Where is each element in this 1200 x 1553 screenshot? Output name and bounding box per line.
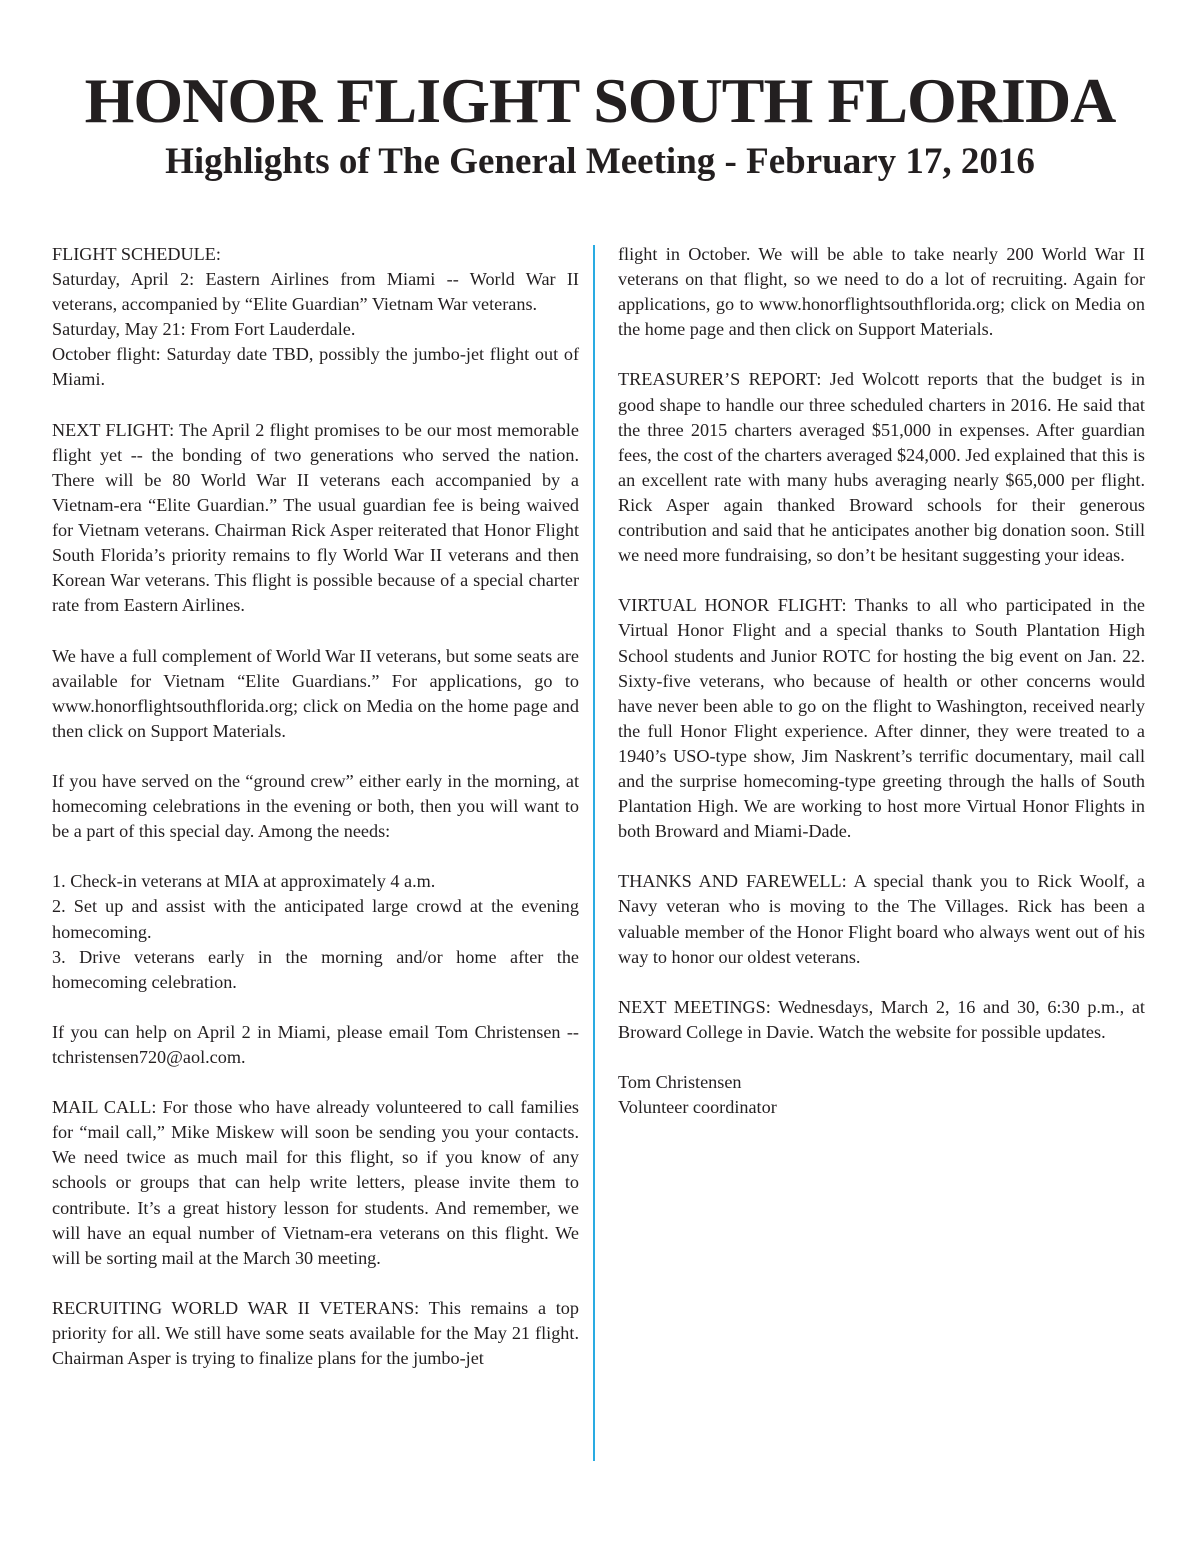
right-column <box>618 242 1145 1145</box>
recruiting-paragraph: RECRUITING WORLD WAR II VETERANS: This remains a top priority for all. We still have some seats available for the May 21 flight. Chairman Asper is trying to finalize plans for the jumbo-jet <box>52 1297 579 1369</box>
page-subtitle: Highlights of The General Meeting - February 17, 2016 <box>165 141 1035 182</box>
next-meetings-paragraph: NEXT MEETINGS: Wednesdays, March 2, 16 and 30, 6:30 p.m., at Broward College in Davie. Watch the website for possible updates. <box>618 996 1145 1042</box>
signature-name: Tom Christensen <box>618 1072 742 1093</box>
treasurer-report-paragraph: TREASURER’S REPORT: Jed Wolcott reports that the budget is in good shape to handle our three scheduled charters in 2016. He said that the three 2015 charters averaged $51,000 in expenses. After guardian fees, the cost of the charters averaged $24,000. Jed explained that this is an excellent rate with many hubs averaging nearly $65,000 per flight. Rick Asper again thanked Broward schools for their generous contribution and said that he anticipates another big donation soon. Still we need more fundraising, so don’t be hesitant suggesting your ideas. <box>618 369 1145 566</box>
flight-schedule-section <box>52 242 579 393</box>
mail-call-paragraph: MAIL CALL: For those who have already volunteered to call families for “mail call,” Mike Miskew will soon be sending you your contacts. We need twice as much mail for this flight, so if you know of any schools or groups that can help write letters, please invite them to contribute. It’s a great history lesson for students. And remember, we will have an equal number of Vietnam-era veterans on this flight. We will be sorting mail at the March 30 meeting. <box>52 1097 579 1268</box>
schedule-item-october: October flight: Saturday date TBD, possibly the jumbo-jet flight out of Miami. <box>52 344 579 390</box>
signature-role: Volunteer coordinator <box>618 1097 777 1118</box>
needs-item-2: 2. Set up and assist with the anticipated large crowd at the evening homecoming. <box>52 896 579 942</box>
recruiting-continued-paragraph: flight in October. We will be able to take nearly 200 World War II veterans on that flight, so we need to do a lot of recruiting. Again for applications, go to www.honorflightsouthflorida.org; click on Media on the home page and then click on Support Materials. <box>618 244 1145 340</box>
needs-item-3: 3. Drive veterans early in the morning and/or home after the homecoming celebration. <box>52 946 579 992</box>
column-divider <box>593 245 595 1461</box>
email-paragraph: If you can help on April 2 in Miami, please email Tom Christensen -- tchristensen720@aol.com. <box>52 1021 579 1067</box>
thanks-farewell-paragraph: THANKS AND FAREWELL: A special thank you to Rick Woolf, a Navy veteran who is moving to the The Villages. Rick has been a valuable member of the Honor Flight board who always went out of his way to honor our oldest veterans. <box>618 871 1145 967</box>
schedule-item-april: Saturday, April 2: Eastern Airlines from Miami -- World War II veterans, accompanied by “Elite Guardian” Vietnam War veterans. <box>52 269 579 315</box>
next-flight-paragraph: NEXT FLIGHT: The April 2 flight promises to be our most memorable flight yet -- the bonding of two generations who served the nation. There will be 80 World War II veterans each accompanied by a Vietnam-era “Elite Guardian.” The usual guardian fee is being waived for Vietnam veterans. Chairman Rick Asper reiterated that Honor Flight South Florida’s priority remains to fly World War II veterans and then Korean War veterans. This flight is possible because of a special charter rate from Eastern Airlines. <box>52 419 579 616</box>
left-column <box>52 242 579 1396</box>
complement-paragraph: We have a full complement of World War II veterans, but some seats are available for Vietnam “Elite Guardians.” For applications, go to www.honorflightsouthflorida.org; click on Media on the home page and then click on Support Materials. <box>52 645 579 741</box>
ground-crew-paragraph: If you have served on the “ground crew” either early in the morning, at homecoming celebrations in the evening or both, then you will want to be a part of this special day. Among the needs: <box>52 770 579 842</box>
needs-list <box>52 869 579 994</box>
page-title: HONOR FLIGHT SOUTH FLORIDA <box>84 65 1116 136</box>
schedule-item-may: Saturday, May 21: From Fort Lauderdale. <box>52 319 356 340</box>
signature-block <box>618 1070 1145 1120</box>
flight-schedule-heading: FLIGHT SCHEDULE: <box>52 244 221 264</box>
needs-item-1: 1. Check-in veterans at MIA at approximately 4 a.m. <box>52 871 436 892</box>
virtual-honor-flight-paragraph: VIRTUAL HONOR FLIGHT: Thanks to all who participated in the Virtual Honor Flight and a special thanks to South Plantation High School students and Junior ROTC for hosting the big event on Jan. 22. Sixty-five veterans, who because of health or other concerns would have never been able to go on the flight to Washington, received nearly the full Honor Flight experience. After dinner, they were treated to a 1940’s USO-type show, Jim Naskrent’s terrific documentary, mail call and the surprise homecoming-type greeting through the halls of South Plantation High. We are working to host more Virtual Honor Flights in both Broward and Miami-Dade. <box>618 595 1145 842</box>
